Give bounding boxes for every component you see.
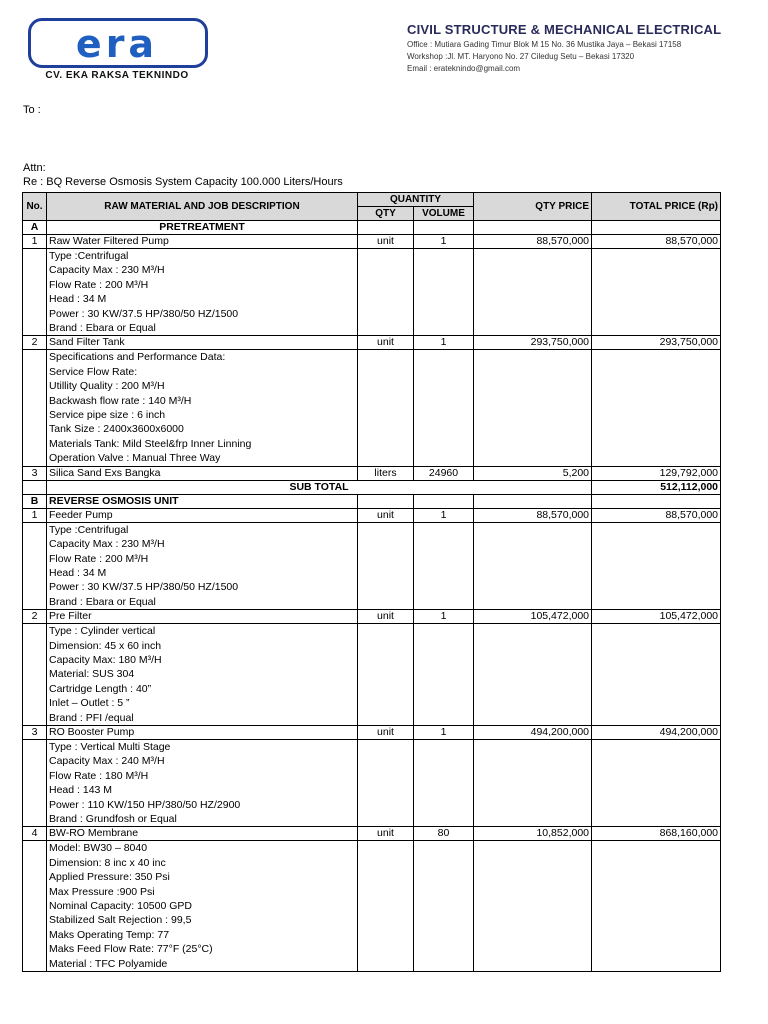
empty-cell <box>23 522 47 609</box>
empty-cell <box>474 350 592 466</box>
workshop-address: Workshop :Jl. MT. Haryono No. 27 Ciledug Setu – Bekasi 17320 <box>407 52 635 61</box>
spec-line: Material: SUS 304 <box>49 668 135 681</box>
empty-cell <box>474 249 592 336</box>
spec-line: Nominal Capacity: 10500 GPD <box>49 900 192 913</box>
spec-line: Capacity Max : 230 M³/H <box>49 264 165 277</box>
item-unit: unit <box>358 336 414 350</box>
empty-cell <box>23 841 47 972</box>
empty-cell <box>23 739 47 826</box>
item-total-price: 88,570,000 <box>592 508 721 522</box>
spec-line: Flow Rate : 200 M³/H <box>49 552 149 565</box>
item-specifications <box>47 522 358 609</box>
spec-line: Utillity Quality : 200 M³/H <box>49 380 165 393</box>
empty-cell <box>592 841 721 972</box>
item-row <box>23 725 721 739</box>
item-unit-price: 494,200,000 <box>474 725 592 739</box>
item-unit-price: 10,852,000 <box>474 827 592 841</box>
spec-line: Head : 34 M <box>49 566 107 579</box>
empty-cell <box>23 624 47 726</box>
item-number: 1 <box>23 508 47 522</box>
item-name: Raw Water Filtered Pump <box>47 235 358 249</box>
empty-cell <box>592 350 721 466</box>
item-total-price: 129,792,000 <box>592 466 721 480</box>
item-spec-row <box>23 249 721 336</box>
spec-line: Type : Cylinder vertical <box>49 625 156 638</box>
office-address: Office : Mutiara Gading Timur Blok M 15 No. 36 Mustika Jaya – Bekasi 17158 <box>407 40 682 49</box>
table-body <box>23 221 721 972</box>
item-name: BW-RO Membrane <box>47 827 358 841</box>
spec-line: Material : TFC Polyamide <box>49 957 168 970</box>
item-unit-price: 88,570,000 <box>474 508 592 522</box>
spec-line: Stabilized Salt Rejection : 99,5 <box>49 914 192 927</box>
item-spec-row <box>23 739 721 826</box>
col-description: RAW MATERIAL AND JOB DESCRIPTION <box>47 193 358 221</box>
spec-line: Max Pressure :900 Psi <box>49 885 155 898</box>
spec-line: Flow Rate : 180 M³/H <box>49 769 149 782</box>
spec-line: Power : 30 KW/37.5 HP/380/50 HZ/1500 <box>49 581 239 594</box>
empty-cell <box>592 522 721 609</box>
item-specifications <box>47 249 358 336</box>
item-volume: 80 <box>414 827 474 841</box>
empty-cell <box>23 480 47 494</box>
empty-cell <box>474 624 592 726</box>
empty-cell <box>358 494 414 508</box>
item-specifications <box>47 624 358 726</box>
section-title: PRETREATMENT <box>47 221 358 235</box>
empty-cell <box>592 739 721 826</box>
empty-cell <box>414 522 474 609</box>
item-volume: 24960 <box>414 466 474 480</box>
empty-cell <box>358 841 414 972</box>
spec-line: Capacity Max : 230 M³/H <box>49 538 165 551</box>
spec-line: Applied Pressure: 350 Psi <box>49 871 170 884</box>
empty-cell <box>414 494 474 508</box>
spec-line: Dimension: 8 inc x 40 inc <box>49 856 166 869</box>
col-qty-price: QTY PRICE <box>474 193 592 221</box>
empty-cell <box>474 739 592 826</box>
item-total-price: 293,750,000 <box>592 336 721 350</box>
spec-line: Power : 30 KW/37.5 HP/380/50 HZ/1500 <box>49 307 239 320</box>
item-row <box>23 235 721 249</box>
empty-cell <box>414 624 474 726</box>
empty-cell <box>358 739 414 826</box>
item-unit-price: 105,472,000 <box>474 610 592 624</box>
item-spec-row <box>23 350 721 466</box>
spec-line: Backwash flow rate : 140 M³/H <box>49 394 192 407</box>
spec-line: Brand : Ebara or Equal <box>49 595 156 608</box>
item-specifications <box>47 841 358 972</box>
item-name: Silica Sand Exs Bangka <box>47 466 358 480</box>
item-spec-row <box>23 624 721 726</box>
item-unit-price: 293,750,000 <box>474 336 592 350</box>
spec-line: Materials Tank: Mild Steel&frp Inner Linning <box>49 437 252 450</box>
item-total-price: 868,160,000 <box>592 827 721 841</box>
section-header-row <box>23 494 721 508</box>
spec-line: Brand : Ebara or Equal <box>49 322 156 335</box>
item-name: Sand Filter Tank <box>47 336 358 350</box>
item-unit: unit <box>358 610 414 624</box>
spec-line: Type :Centrifugal <box>49 523 129 536</box>
empty-cell <box>414 249 474 336</box>
bill-of-quantities-table <box>22 192 721 972</box>
item-number: 3 <box>23 466 47 480</box>
empty-cell <box>23 350 47 466</box>
spec-line: Brand : PFI /equal <box>49 711 134 724</box>
item-name: Pre Filter <box>47 610 358 624</box>
item-volume: 1 <box>414 235 474 249</box>
empty-cell <box>358 522 414 609</box>
item-number: 1 <box>23 235 47 249</box>
letterhead-title: CIVIL STRUCTURE & MECHANICAL ELECTRICAL <box>407 22 722 37</box>
company-logo <box>22 18 212 80</box>
item-volume: 1 <box>414 610 474 624</box>
item-total-price: 105,472,000 <box>592 610 721 624</box>
subtotal-value: 512,112,000 <box>592 480 721 494</box>
spec-line: Head : 143 M <box>49 784 113 797</box>
spec-line: Capacity Max: 180 M³/H <box>49 653 162 666</box>
empty-cell <box>474 494 592 508</box>
empty-cell <box>474 221 592 235</box>
item-row <box>23 827 721 841</box>
empty-cell <box>358 624 414 726</box>
empty-cell <box>474 522 592 609</box>
item-volume: 1 <box>414 725 474 739</box>
item-number: 2 <box>23 336 47 350</box>
letterhead-info <box>407 22 737 73</box>
to-line: To : <box>23 104 41 116</box>
item-number: 4 <box>23 827 47 841</box>
item-name: Feeder Pump <box>47 508 358 522</box>
item-row <box>23 466 721 480</box>
empty-cell <box>592 221 721 235</box>
spec-line: Operation Valve : Manual Three Way <box>49 452 221 465</box>
spec-line: Brand : Grundfosh or Equal <box>49 813 177 825</box>
spec-line: Service Flow Rate: <box>49 365 138 378</box>
item-unit-price: 5,200 <box>474 466 592 480</box>
item-number: 3 <box>23 725 47 739</box>
empty-cell <box>414 739 474 826</box>
empty-cell <box>358 350 414 466</box>
spec-line: Inlet – Outlet : 5 ” <box>49 697 130 710</box>
section-title: REVERSE OSMOSIS UNIT <box>47 494 358 508</box>
item-unit: unit <box>358 235 414 249</box>
empty-cell <box>414 350 474 466</box>
empty-cell <box>23 249 47 336</box>
empty-cell <box>592 249 721 336</box>
col-qty: QTY <box>358 207 414 221</box>
section-header-row <box>23 221 721 235</box>
empty-cell <box>592 494 721 508</box>
spec-line: Tank Size : 2400x3600x6000 <box>49 423 184 436</box>
spec-line: Type :Centrifugal <box>49 250 129 262</box>
spec-line: Maks Operating Temp: 77 <box>49 928 170 941</box>
col-no: No. <box>23 193 47 221</box>
item-row <box>23 336 721 350</box>
item-total-price: 88,570,000 <box>592 235 721 249</box>
company-name: CV. EKA RAKSA TEKNINDO <box>45 70 189 81</box>
empty-cell <box>358 221 414 235</box>
col-volume: VOLUME <box>414 207 474 221</box>
item-volume: 1 <box>414 508 474 522</box>
spec-line: Dimension: 45 x 60 inch <box>49 639 162 652</box>
item-name: RO Booster Pump <box>47 725 358 739</box>
item-specifications <box>47 350 358 466</box>
item-unit-price: 88,570,000 <box>474 235 592 249</box>
table-header-row <box>23 193 721 207</box>
item-unit: unit <box>358 508 414 522</box>
spec-line: Service pipe size : 6 inch <box>49 409 166 422</box>
logo-text: era <box>75 22 159 66</box>
item-spec-row <box>23 522 721 609</box>
email-address: Email : erateknindo@gmail.com <box>407 64 521 73</box>
re-line: Re : BQ Reverse Osmosis System Capacity 100.000 Liters/Hours <box>23 176 343 188</box>
section-code: A <box>23 221 47 235</box>
spec-line: Model: BW30 – 8040 <box>49 842 148 855</box>
subtotal-label: SUB TOTAL <box>47 480 592 494</box>
spec-line: Head : 34 M <box>49 293 107 306</box>
empty-cell <box>358 249 414 336</box>
item-row <box>23 610 721 624</box>
spec-line: Power : 110 KW/150 HP/380/50 HZ/2900 <box>49 798 241 811</box>
spec-line: Capacity Max : 240 M³/H <box>49 755 165 768</box>
item-total-price: 494,200,000 <box>592 725 721 739</box>
item-unit: unit <box>358 827 414 841</box>
empty-cell <box>414 221 474 235</box>
attn-line: Attn: <box>23 162 46 174</box>
spec-line: Cartridge Length : 40” <box>49 682 152 695</box>
empty-cell <box>474 841 592 972</box>
item-specifications <box>47 739 358 826</box>
item-row <box>23 508 721 522</box>
subtotal-row <box>23 480 721 494</box>
empty-cell <box>414 841 474 972</box>
spec-line: Specifications and Performance Data: <box>49 351 226 364</box>
spec-line: Maks Feed Flow Rate: 77°F (25°C) <box>49 943 213 956</box>
item-spec-row <box>23 841 721 972</box>
col-quantity: QUANTITY <box>358 193 474 207</box>
section-code: B <box>23 494 47 508</box>
spec-line: Flow Rate : 200 M³/H <box>49 278 149 291</box>
col-total-price: TOTAL PRICE (Rp) <box>592 193 721 221</box>
item-unit: unit <box>358 725 414 739</box>
item-number: 2 <box>23 610 47 624</box>
empty-cell <box>592 624 721 726</box>
item-unit: liters <box>358 466 414 480</box>
spec-line: Type : Vertical Multi Stage <box>49 740 171 753</box>
item-volume: 1 <box>414 336 474 350</box>
